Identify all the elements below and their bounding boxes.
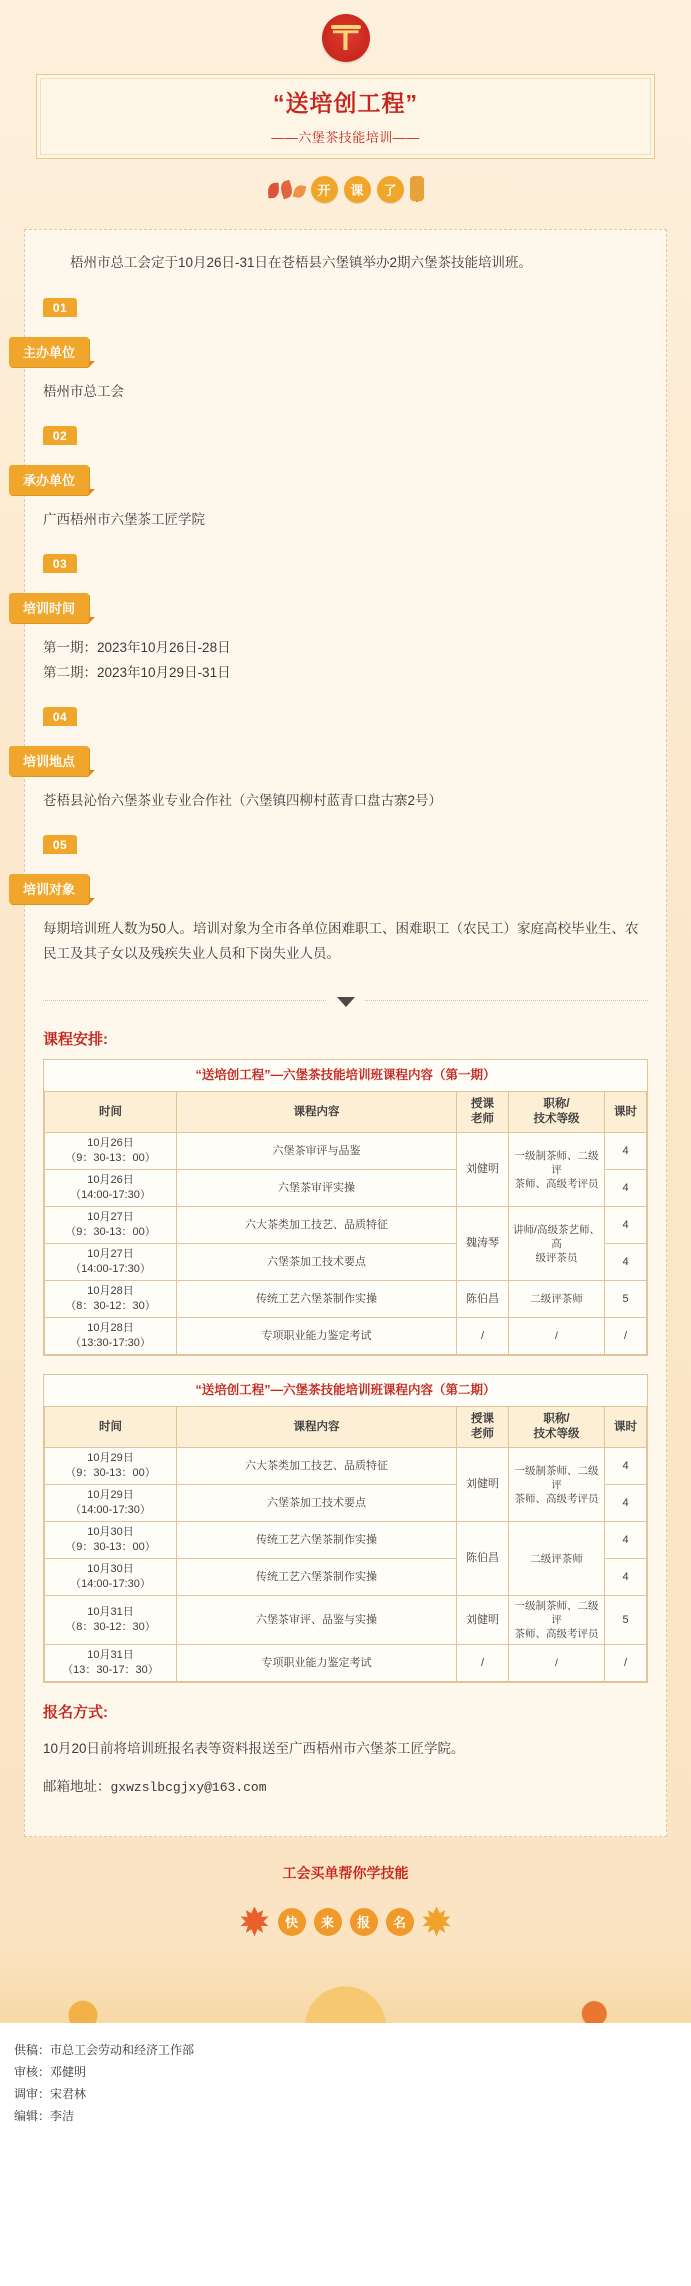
credit-line: 供稿：市总工会劳动和经济工作部 — [14, 2042, 195, 2057]
section-label: 主办单位 — [9, 337, 89, 367]
cta-char-1: 快 — [278, 1908, 306, 1936]
cell-teacher: / — [457, 1645, 509, 1682]
ribbon-char-3: 了 — [377, 176, 404, 203]
section-body — [43, 379, 648, 404]
cell-hours: 4 — [605, 1448, 647, 1485]
table-caption: “送培创工程”—六堡茶技能培训班课程内容（第二期） — [195, 1383, 496, 1397]
closing-slogan: 工会买单帮你学技能 — [282, 1864, 409, 1881]
section-organizer-unit — [23, 426, 648, 532]
signup-mail-value[interactable]: gxwzslbcgjxy@163.com — [110, 1780, 267, 1795]
credit-line: 审核：邓健明 — [14, 2064, 87, 2079]
cell-content: 六大茶类加工技艺、品质特征 — [177, 1448, 457, 1485]
col-time: 时间 — [45, 1092, 177, 1133]
cell-content: 专项职业能力鉴定考试 — [177, 1645, 457, 1682]
signup-mail-label: 邮箱地址： — [43, 1779, 111, 1794]
col-rank: 职称/ 技术等级 — [509, 1092, 605, 1133]
cell-hours: 4 — [605, 1207, 647, 1244]
col-time: 时间 — [45, 1407, 177, 1448]
col-rank: 职称/ 技术等级 — [509, 1407, 605, 1448]
content-card — [24, 229, 667, 1837]
cell-hours: 4 — [605, 1133, 647, 1170]
maple-leaf-icon — [240, 1907, 270, 1937]
cell-content: 传统工艺六堡茶制作实操 — [177, 1522, 457, 1559]
col-content: 课程内容 — [177, 1407, 457, 1448]
page-subtitle: ——六堡茶技能培训—— — [271, 130, 420, 145]
section-body-line: 第二期：2023年10月29日-31日 — [43, 665, 231, 680]
table-row — [45, 1133, 647, 1170]
cell-teacher: 刘健明 — [457, 1448, 509, 1522]
cell-teacher: 陈伯昌 — [457, 1281, 509, 1318]
wheat-icon — [410, 176, 424, 202]
cta-char-2: 来 — [314, 1908, 342, 1936]
footer-decoration — [0, 1945, 691, 2023]
course-table-period-1 — [43, 1059, 648, 1356]
cell-hours: 4 — [605, 1559, 647, 1596]
cell-rank: / — [509, 1318, 605, 1355]
cell-time: 10月30日 （14:00-17:30） — [45, 1559, 177, 1596]
credit-line: 调审：宋君林 — [14, 2086, 87, 2101]
cell-teacher: 陈伯昌 — [457, 1522, 509, 1596]
maple-leaf-icon — [268, 181, 305, 198]
cell-rank: / — [509, 1645, 605, 1682]
section-body — [43, 635, 648, 685]
cell-content: 六堡茶加工技术要点 — [177, 1485, 457, 1522]
section-label: 培训对象 — [9, 874, 89, 904]
col-content: 课程内容 — [177, 1092, 457, 1133]
table-row — [45, 1318, 647, 1355]
cell-time: 10月27日 （14:00-17:30） — [45, 1244, 177, 1281]
course-schedule-heading: 课程安排: — [43, 1031, 108, 1048]
cell-rank: 讲师/高级茶艺师、高 级评茶员 — [509, 1207, 605, 1281]
section-training-audience — [23, 835, 648, 966]
cell-rank: 一级制茶师、二级评 茶师、高级考评员 — [509, 1133, 605, 1207]
section-label: 培训地点 — [9, 746, 89, 776]
cell-time: 10月26日 （14:00-17:30） — [45, 1170, 177, 1207]
section-body-line: 每期培训班人数为50人。培训对象为全市各单位困难职工、困难职工（农民工）家庭高校毕业生、农民工及其子女以及残疾失业人员和下岗失业人员。 — [43, 921, 639, 961]
table-row — [45, 1448, 647, 1485]
cell-teacher: 魏涛琴 — [457, 1207, 509, 1281]
credit-line: 编辑：李洁 — [14, 2108, 75, 2123]
section-body-line: 广西梧州市六堡茶工匠学院 — [43, 512, 205, 527]
cell-time: 10月28日 （8：30-12：30） — [45, 1281, 177, 1318]
section-number: 05 — [43, 835, 77, 854]
cell-time: 10月28日 （13:30-17:30） — [45, 1318, 177, 1355]
table-row — [45, 1522, 647, 1559]
table-row — [45, 1281, 647, 1318]
cell-rank: 一级制茶师、二级评 茶师、高级考评员 — [509, 1596, 605, 1645]
table-row — [45, 1596, 647, 1645]
cell-hours: 5 — [605, 1281, 647, 1318]
section-body — [43, 916, 648, 966]
signup-block — [43, 1736, 648, 1801]
section-body-line: 第一期：2023年10月26日-28日 — [43, 640, 231, 655]
section-body — [43, 788, 648, 813]
col-hours: 课时 — [605, 1092, 647, 1133]
cell-hours: / — [605, 1645, 647, 1682]
section-training-place — [23, 707, 648, 813]
credits-block — [0, 2023, 691, 2145]
section-training-time — [23, 554, 648, 685]
section-number: 02 — [43, 426, 77, 445]
schedule-table — [44, 1091, 647, 1355]
section-host-unit — [23, 298, 648, 404]
cell-content: 六堡茶加工技术要点 — [177, 1244, 457, 1281]
table-header-row — [45, 1092, 647, 1133]
table-header-row — [45, 1407, 647, 1448]
cell-time: 10月29日 （14:00-17:30） — [45, 1485, 177, 1522]
cell-content: 传统工艺六堡茶制作实操 — [177, 1559, 457, 1596]
cell-content: 六堡茶审评实操 — [177, 1170, 457, 1207]
col-hours: 课时 — [605, 1407, 647, 1448]
cell-content: 六大茶类加工技艺、品质特征 — [177, 1207, 457, 1244]
cell-teacher: / — [457, 1318, 509, 1355]
ribbon-char-1: 开 — [311, 176, 338, 203]
triangle-down-icon — [337, 997, 355, 1007]
section-label: 承办单位 — [9, 465, 89, 495]
union-emblem-icon — [322, 14, 370, 62]
section-body-line: 苍梧县沁怡六堡茶业专业合作社（六堡镇四柳村蓝青口盘古寨2号） — [43, 793, 443, 808]
ribbon-char-2: 课 — [344, 176, 371, 203]
col-teacher: 授课 老师 — [457, 1092, 509, 1133]
signup-mail-row — [43, 1774, 648, 1800]
section-divider — [43, 992, 648, 1010]
table-row — [45, 1207, 647, 1244]
course-table-period-2 — [43, 1374, 648, 1683]
cell-content: 传统工艺六堡茶制作实操 — [177, 1281, 457, 1318]
cell-time: 10月31日 （8：30-12：30） — [45, 1596, 177, 1645]
cell-rank: 一级制茶师、二级评 茶师、高级考评员 — [509, 1448, 605, 1522]
cta-char-3: 报 — [350, 1908, 378, 1936]
maple-leaf-icon — [422, 1907, 452, 1937]
cell-rank: 二级评茶师 — [509, 1522, 605, 1596]
cta-char-4: 名 — [386, 1908, 414, 1936]
signup-heading: 报名方式: — [43, 1704, 108, 1721]
section-number: 01 — [43, 298, 77, 317]
section-body-line: 梧州市总工会 — [43, 384, 124, 399]
cell-content: 六堡茶审评、品鉴与实操 — [177, 1596, 457, 1645]
header-ribbon — [0, 167, 691, 211]
title-banner — [36, 74, 655, 159]
cell-hours: 4 — [605, 1244, 647, 1281]
cell-time: 10月30日 （9：30-13：00） — [45, 1522, 177, 1559]
table-row — [45, 1645, 647, 1682]
cell-teacher: 刘健明 — [457, 1596, 509, 1645]
page-title: “送培创工程” — [273, 90, 418, 116]
section-number: 03 — [43, 554, 77, 573]
signup-line: 10月20日前将培训班报名表等资料报送至广西梧州市六堡茶工匠学院。 — [43, 1740, 465, 1756]
section-number: 04 — [43, 707, 77, 726]
cell-time: 10月27日 （9：30-13：00） — [45, 1207, 177, 1244]
cell-hours: 4 — [605, 1485, 647, 1522]
cell-hours: / — [605, 1318, 647, 1355]
intro-paragraph: 梧州市总工会定于10月26日-31日在苍梧县六堡镇举办2期六堡茶技能培训班。 — [70, 255, 533, 270]
cta-row — [0, 1899, 691, 1945]
cell-hours: 4 — [605, 1170, 647, 1207]
table-caption: “送培创工程”—六堡茶技能培训班课程内容（第一期） — [195, 1068, 496, 1082]
col-teacher: 授课 老师 — [457, 1407, 509, 1448]
cell-time: 10月31日 （13：30-17：30） — [45, 1645, 177, 1682]
section-label: 培训时间 — [9, 593, 89, 623]
cell-content: 六堡茶审评与品鉴 — [177, 1133, 457, 1170]
cell-hours: 5 — [605, 1596, 647, 1645]
article-header — [0, 0, 691, 217]
cell-rank: 二级评茶师 — [509, 1281, 605, 1318]
schedule-table — [44, 1406, 647, 1682]
section-body — [43, 507, 648, 532]
cell-teacher: 刘健明 — [457, 1133, 509, 1207]
cell-content: 专项职业能力鉴定考试 — [177, 1318, 457, 1355]
cell-time: 10月26日 （9：30-13：00） — [45, 1133, 177, 1170]
cell-time: 10月29日 （9：30-13：00） — [45, 1448, 177, 1485]
cell-hours: 4 — [605, 1522, 647, 1559]
